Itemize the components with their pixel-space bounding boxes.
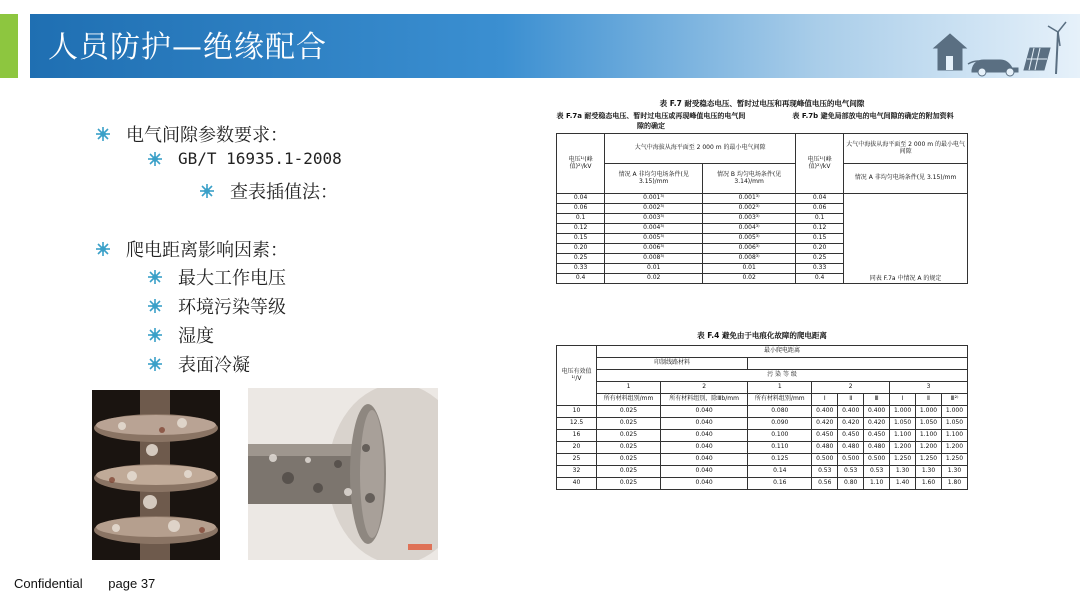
table-cell: 0.420: [812, 418, 838, 430]
f4-header-min-creepage: 最小爬电距离: [597, 346, 968, 358]
table-cell: 0.005³⁾: [703, 234, 796, 244]
table-cell: 0.400: [864, 406, 890, 418]
f4-h-allb: 所有材料组别，除Ⅲb/mm: [660, 394, 747, 406]
table-cell: 0.02: [605, 274, 703, 284]
table-cell: 0.500: [864, 454, 890, 466]
bullet-humidity: [148, 322, 214, 348]
table-cell: 16: [557, 430, 597, 442]
table-f7: [556, 133, 968, 284]
table-cell: 0.1: [796, 214, 844, 224]
table-cell: 0.04: [796, 194, 844, 204]
table-cell: 40: [557, 478, 597, 490]
table-cell: 1.050: [941, 418, 967, 430]
f7-header-case-a: 情况 A 非均匀电场条件(见 3.15)/mm: [605, 164, 703, 194]
table-cell: 0.500: [838, 454, 864, 466]
table-row: [557, 406, 968, 418]
table-cell: 0.02: [703, 274, 796, 284]
table-f7b-caption: 表 F.7b 避免局部放电的电气间隙的确定的附加资料: [792, 112, 954, 120]
table-cell: 1.80: [941, 478, 967, 490]
table-cell: 0.003³⁾: [703, 214, 796, 224]
snowflake-diamond-icon: [148, 299, 162, 313]
f7b-header-clearance: 大气中海拔从海平面至 2 000 m 的最小电气间隙: [844, 134, 968, 164]
table-cell: 1.250: [941, 454, 967, 466]
f4-p1b: 1: [748, 382, 812, 394]
table-cell: 0.15: [796, 234, 844, 244]
table-cell: 0.16: [748, 478, 812, 490]
table-cell: 1.100: [941, 430, 967, 442]
table-cell: 0.06: [796, 204, 844, 214]
table-cell: 0.002³⁾: [703, 204, 796, 214]
bullet-clearance-req: [96, 121, 288, 147]
table-cell: 0.20: [796, 244, 844, 254]
table-row: [557, 442, 968, 454]
table-cell: 0.002³⁾: [605, 204, 703, 214]
table-row: [557, 418, 968, 430]
bullet-pollution-degree: [148, 293, 286, 319]
snowflake-diamond-icon: [96, 127, 110, 141]
table-cell: 20: [557, 442, 597, 454]
table-cell: 0.420: [864, 418, 890, 430]
snowflake-diamond-icon: [148, 152, 162, 166]
table-cell: 0.040: [660, 442, 747, 454]
snowflake-diamond-icon: [148, 328, 162, 342]
table-cell: 1.250: [890, 454, 916, 466]
f4-p3: 3: [890, 382, 968, 394]
table-cell: 0.33: [557, 264, 605, 274]
f4-g2: Ⅱ: [838, 394, 864, 406]
f4-header-voltage: 电压有效值¹⁾/V: [557, 346, 597, 406]
table-cell: 0.480: [864, 442, 890, 454]
table-cell: 0.06: [557, 204, 605, 214]
table-cell: 0.450: [864, 430, 890, 442]
f4-g1b: Ⅰ: [890, 394, 916, 406]
footer-page-number: page 37: [108, 576, 156, 591]
table-cell: 1.10: [864, 478, 890, 490]
f4-p2b: 2: [812, 382, 890, 394]
table-cell: 0.450: [838, 430, 864, 442]
f7-header-case-b: 情况 B 均匀电场条件(见 3.14)/mm: [703, 164, 796, 194]
f4-g3: Ⅲ: [864, 394, 890, 406]
table-cell: 0.450: [812, 430, 838, 442]
table-cell: 0.53: [812, 466, 838, 478]
bullet-text: 环境污染等级: [178, 297, 286, 318]
table-f7-caption: 表 F.7 耐受稳态电压、暂时过电压和再现峰值电压的电气间隙: [659, 99, 865, 108]
f7-header-voltage: 电压¹⁾(峰值)²⁾/kV: [557, 134, 605, 194]
f7b-header-voltage: 电压¹⁾(峰值)²⁾/kV: [796, 134, 844, 194]
table-cell: 1.000: [941, 406, 967, 418]
table-cell: 0.040: [660, 466, 747, 478]
table-cell: 1.30: [941, 466, 967, 478]
table-cell: 0.006³⁾: [605, 244, 703, 254]
table-cell: 0.1: [557, 214, 605, 224]
table-cell: 10: [557, 406, 597, 418]
table-row: [557, 454, 968, 466]
bullet-condensation: [148, 351, 250, 377]
f4-p1: 1: [597, 382, 661, 394]
table-cell: 0.53: [864, 466, 890, 478]
bullet-standard: [148, 149, 342, 168]
table-cell: 1.000: [916, 406, 942, 418]
table-cell: 1.000: [890, 406, 916, 418]
table-cell: 0.01: [703, 264, 796, 274]
f4-p2: 2: [660, 382, 747, 394]
table-f4: [556, 345, 968, 490]
bullet-text: 查表插值法：: [230, 182, 338, 203]
table-cell: 0.400: [812, 406, 838, 418]
snowflake-diamond-icon: [148, 357, 162, 371]
f4-header-pcb: 印制线路材料: [597, 358, 748, 370]
table-cell: 0.090: [748, 418, 812, 430]
table-cell: 1.30: [890, 466, 916, 478]
table-cell: 0.125: [748, 454, 812, 466]
table-cell: 0.025: [597, 478, 661, 490]
table-cell: 0.025: [597, 418, 661, 430]
table-cell: 0.15: [557, 234, 605, 244]
table-cell: 1.250: [916, 454, 942, 466]
table-cell: 1.050: [916, 418, 942, 430]
table-row: [557, 194, 968, 204]
bullet-text: GB/T 16935.1-2008: [178, 149, 342, 168]
table-cell: 0.001³⁾: [605, 194, 703, 204]
table-cell: 0.04: [557, 194, 605, 204]
table-cell: 0.500: [812, 454, 838, 466]
table-cell: 1.30: [916, 466, 942, 478]
title-accent-bar: [0, 14, 18, 78]
table-cell: 0.040: [660, 430, 747, 442]
table-cell: 0.12: [557, 224, 605, 234]
table-cell: 0.400: [838, 406, 864, 418]
table-cell: 0.005³⁾: [605, 234, 703, 244]
table-cell: 0.025: [597, 430, 661, 442]
table-cell: 1.60: [916, 478, 942, 490]
table-cell: 0.4: [557, 274, 605, 284]
table-cell: 25: [557, 454, 597, 466]
table-cell: 0.080: [748, 406, 812, 418]
table-cell: 0.420: [838, 418, 864, 430]
insulator-contamination-photo: [92, 390, 220, 560]
bullet-text: 湿度: [178, 326, 214, 347]
f4-header-pollution: 污 染 等 级: [597, 370, 968, 382]
table-cell: 0.100: [748, 430, 812, 442]
footer: [14, 576, 177, 591]
bullet-text: 最大工作电压: [178, 268, 286, 289]
table-cell: 0.025: [597, 466, 661, 478]
table-cell: 1.050: [890, 418, 916, 430]
snowflake-diamond-icon: [148, 270, 162, 284]
bullet-text: 表面冷凝: [178, 355, 250, 376]
table-cell: 0.025: [597, 406, 661, 418]
f4-h-all1: 所有材料组别/mm: [597, 394, 661, 406]
footer-confidential: Confidential: [14, 576, 83, 591]
table-cell: 0.004³⁾: [605, 224, 703, 234]
bullet-creepage-factors: [96, 236, 288, 262]
table-cell: 0.25: [796, 254, 844, 264]
table-cell: 0.110: [748, 442, 812, 454]
table-f4-caption: 表 F.4 避免由于电痕化故障的爬电距离: [697, 331, 827, 340]
table-cell: 0.01: [605, 264, 703, 274]
f4-g1: Ⅰ: [812, 394, 838, 406]
table-cell: 0.025: [597, 442, 661, 454]
snowflake-diamond-icon: [96, 242, 110, 256]
house-car-solar-wind-icon: [928, 18, 1068, 78]
snowflake-diamond-icon: [200, 184, 214, 198]
table-cell: 0.001³⁾: [703, 194, 796, 204]
table-cell: 0.480: [838, 442, 864, 454]
table-cell: 0.12: [796, 224, 844, 234]
table-cell: 0.56: [812, 478, 838, 490]
table-cell: 0.040: [660, 418, 747, 430]
table-cell: 0.040: [660, 478, 747, 490]
f4-g3b: Ⅲ²⁾: [941, 394, 967, 406]
table-cell: 0.25: [557, 254, 605, 264]
table-cell: 0.4: [796, 274, 844, 284]
table-cell: 0.008³⁾: [605, 254, 703, 264]
table-cell: 1.200: [916, 442, 942, 454]
table-row: [557, 430, 968, 442]
table-cell: 0.20: [557, 244, 605, 254]
table-cell: 1.100: [890, 430, 916, 442]
table-cell: 0.33: [796, 264, 844, 274]
f7-header-clearance: 大气中海拔从海平面至 2 000 m 的最小电气间隙: [605, 134, 796, 164]
table-cell: 0.480: [812, 442, 838, 454]
table-cell: 0.80: [838, 478, 864, 490]
table-cell: 0.006³⁾: [703, 244, 796, 254]
table-cell: 1.40: [890, 478, 916, 490]
f4-g2b: Ⅱ: [916, 394, 942, 406]
table-cell: 0.53: [838, 466, 864, 478]
table-f4-scan: [556, 330, 968, 576]
f7b-note: 同表 F.7a 中情况 A 的规定: [844, 194, 968, 284]
table-f7-scan: [556, 98, 968, 328]
post-contamination-photo: [248, 388, 438, 560]
table-cell: 1.200: [941, 442, 967, 454]
bullet-text: 电气间隙参数要求：: [126, 125, 288, 146]
table-cell: 0.040: [660, 406, 747, 418]
table-cell: 0.004³⁾: [703, 224, 796, 234]
table-row: [557, 478, 968, 490]
table-cell: 12.5: [557, 418, 597, 430]
table-cell: 0.040: [660, 454, 747, 466]
table-cell: 0.14: [748, 466, 812, 478]
bullet-max-voltage: [148, 264, 286, 290]
page-title: 人员防护—绝缘配合: [48, 30, 327, 65]
bullet-interpolation: [200, 178, 338, 204]
table-cell: 0.003³⁾: [605, 214, 703, 224]
table-row: [557, 466, 968, 478]
table-cell: 0.025: [597, 454, 661, 466]
f7b-header-case-a: 情况 A 非均匀电场条件(见 3.15)/mm: [844, 164, 968, 194]
table-cell: 0.008³⁾: [703, 254, 796, 264]
bullet-text: 爬电距离影响因素：: [126, 240, 288, 261]
table-cell: 32: [557, 466, 597, 478]
table-cell: 1.100: [916, 430, 942, 442]
table-cell: 1.200: [890, 442, 916, 454]
table-f7a-caption: 表 F.7a 耐受稳态电压、暂时过电压或再现峰值电压的电气间隙的确定: [556, 112, 746, 130]
f4-h-all2: 所有材料组别/mm: [748, 394, 812, 406]
